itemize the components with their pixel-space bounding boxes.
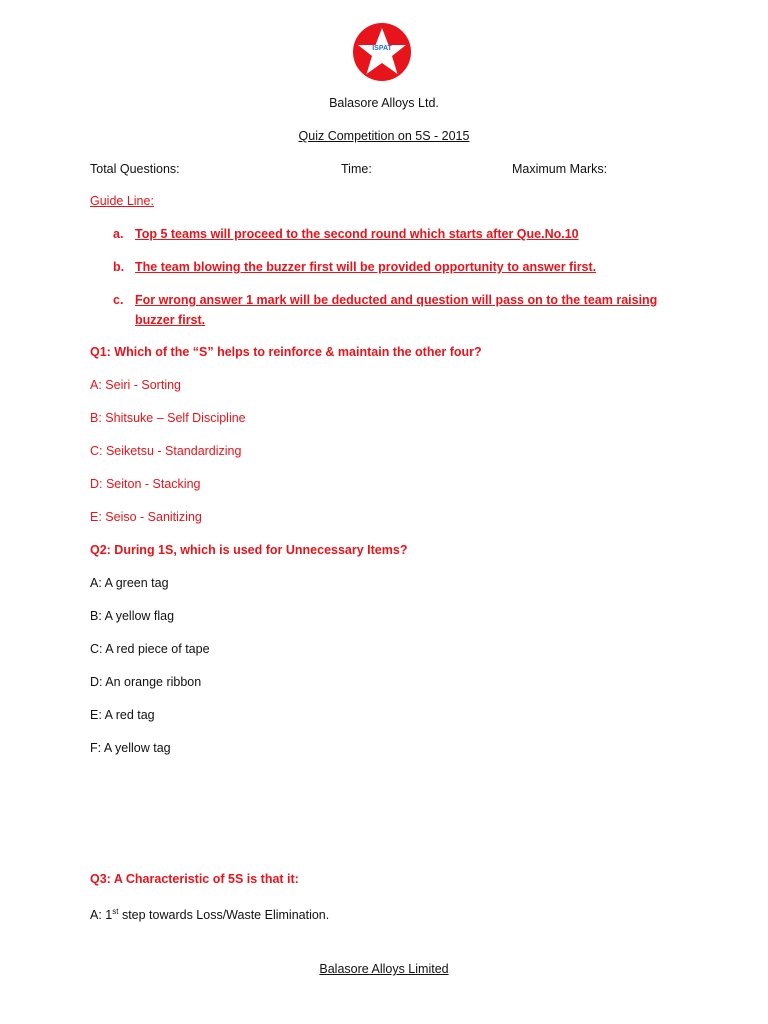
q2-option: C: A red piece of tape bbox=[90, 642, 210, 656]
q3-option-text: step towards Loss/Waste Elimination. bbox=[118, 908, 330, 923]
q2-option: B: A yellow flag bbox=[90, 609, 175, 623]
page-title: Quiz Competition on 5S - 2015 bbox=[298, 129, 470, 143]
question-3: Q3: A Characteristic of 5S is that it: bbox=[90, 872, 299, 886]
guide-item: For wrong answer 1 mark will be deducted and question will pass on to the team raising bbox=[135, 293, 658, 307]
q2-option: A: A green tag bbox=[90, 576, 169, 590]
q1-option: E: Seiso - Sanitizing bbox=[90, 510, 202, 524]
guide-marker: a. bbox=[113, 227, 124, 241]
q3-option-sup: st bbox=[112, 907, 119, 916]
guide-item: The team blowing the buzzer first will be provided opportunity to answer first. bbox=[135, 260, 597, 274]
company-name: Balasore Alloys Ltd. bbox=[329, 96, 439, 110]
footer-company: Balasore Alloys Limited bbox=[319, 962, 449, 976]
q2-option: D: An orange ribbon bbox=[90, 675, 202, 689]
guide-item-continued: buzzer first. bbox=[135, 313, 206, 327]
max-marks-label: Maximum Marks: bbox=[512, 162, 608, 176]
total-questions-label: Total Questions: bbox=[90, 162, 180, 176]
guide-marker: c. bbox=[113, 293, 124, 307]
q3-option-prefix: A: 1 bbox=[90, 908, 113, 923]
q1-option: D: Seiton - Stacking bbox=[90, 477, 201, 491]
question-1: Q1: Which of the “S” helps to reinforce & maintain the other four? bbox=[90, 345, 482, 359]
question-2: Q2: During 1S, which is used for Unnecessary Items? bbox=[90, 543, 408, 557]
guide-marker: b. bbox=[113, 260, 125, 274]
guide-item: Top 5 teams will proceed to the second round which starts after Que.No.10 bbox=[135, 227, 579, 241]
ispat-logo bbox=[352, 22, 412, 82]
time-label: Time: bbox=[341, 162, 372, 176]
q3-option bbox=[90, 904, 329, 923]
q2-option: E: A red tag bbox=[90, 708, 155, 722]
q1-option: B: Shitsuke – Self Discipline bbox=[90, 411, 246, 425]
q1-option: C: Seiketsu - Standardizing bbox=[90, 444, 242, 458]
q1-option: A: Seiri - Sorting bbox=[90, 378, 182, 392]
q2-option: F: A yellow tag bbox=[90, 741, 171, 755]
logo-text: ISPAT bbox=[372, 45, 392, 52]
guide-heading: Guide Line: bbox=[90, 194, 154, 208]
